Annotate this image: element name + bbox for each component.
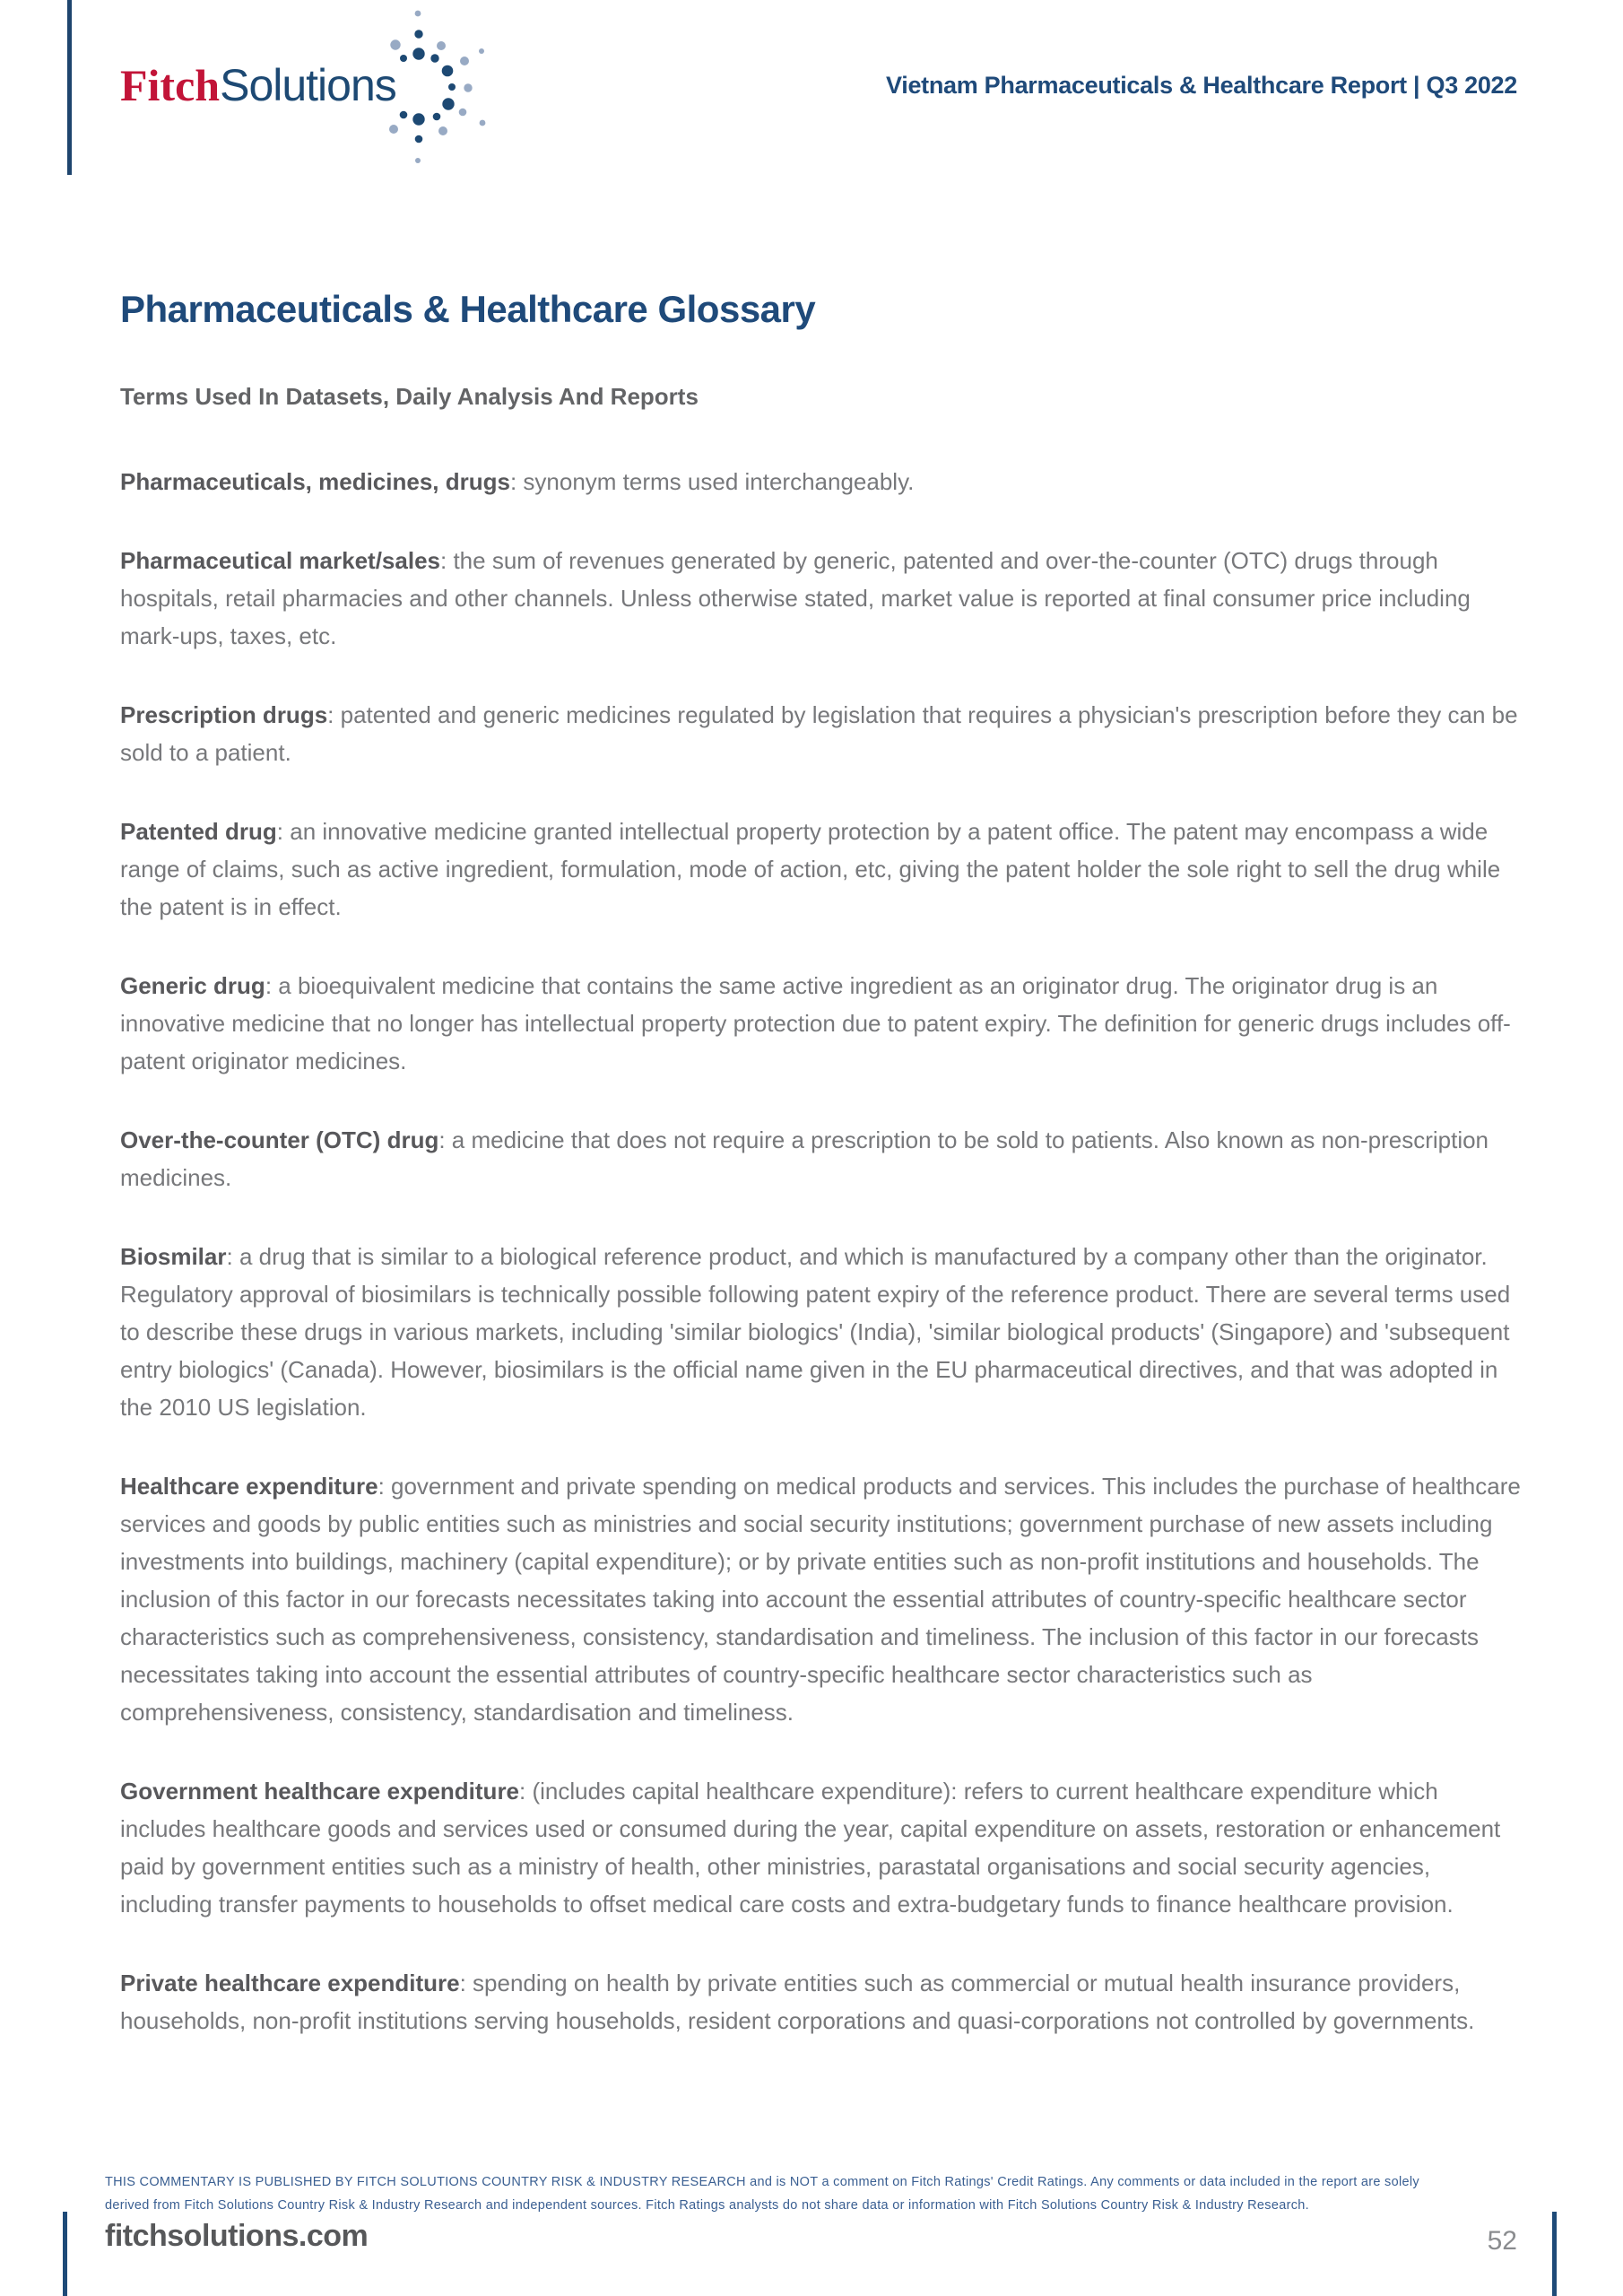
glossary-term: Prescription drugs	[120, 701, 328, 728]
footer-disclaimer	[105, 2170, 1611, 2217]
disclaimer-line-1: THIS COMMENTARY IS PUBLISHED BY FITCH SOLUTIONS COUNTRY RISK & INDUSTRY RESEARCH and is NOT a comment on Fitch Ratings' Credit Ratings. Any comments or data included in the report are solely	[105, 2175, 1419, 2189]
glossary-definition: : government and private spending on medical products and services. This includes the purchase of healthcare services and goods by public entities such as ministries and social security institutions; government purchase of new assets including investments into buildings, machinery (capital expenditure); or by private entities such as non-profit institutions and households. The inclusion of this factor in our forecasts necessitates taking into account the essential attributes of country-specific healthcare sector characteristics such as comprehensiveness, consistency, standardisation and timeliness. The inclusion of this factor in our forecasts necessitates taking into account the essential attributes of country-specific healthcare sector characteristics such as comprehensiveness, consistency, standardisation and timeliness.	[120, 1473, 1521, 1726]
glossary-entry	[120, 1772, 1524, 1923]
glossary-term: Private healthcare expenditure	[120, 1970, 460, 1996]
glossary-definition: : spending on health by private entities such as commercial or mutual health insurance providers, households, non-profit institutions serving households, resident corporations and quasi-corporations not controlled by governments.	[120, 1970, 1475, 2034]
footer-left-accent-bar	[63, 2212, 67, 2296]
glossary-term: Pharmaceutical market/sales	[120, 547, 440, 574]
glossary-entry	[120, 463, 1524, 500]
glossary-definition: : the sum of revenues generated by generic, patented and over-the-counter (OTC) drugs through hospitals, retail pharmacies and other channels. Unless otherwise stated, market value is reported at final consumer price including mark-ups, taxes, etc.	[120, 547, 1471, 649]
glossary-definition: : synonym terms used interchangeably.	[509, 468, 915, 495]
glossary-term: Generic drug	[120, 972, 265, 999]
glossary-term: Pharmaceuticals, medicines, drugs	[120, 468, 510, 495]
glossary-term: Over-the-counter (OTC) drug	[120, 1126, 439, 1153]
glossary-definition: : an innovative medicine granted intellectual property protection by a patent office. The patent may encompass a wide range of claims, such as active ingredient, formulation, mode of action, etc, giving the patent holder the sole right to sell the drug while the patent is in effect.	[120, 818, 1501, 920]
glossary-definition: : patented and generic medicines regulated by legislation that requires a physician's prescription before they can be sold to a patient.	[120, 701, 1518, 766]
glossary-section	[120, 285, 1524, 2081]
glossary-term: Patented drug	[120, 818, 277, 845]
glossary-entry	[120, 813, 1524, 926]
fitch-logo-dots-icon	[381, 4, 498, 175]
page-subtitle: Terms Used In Datasets, Daily Analysis And Reports	[120, 383, 699, 410]
footer-right-accent-bar	[1552, 2212, 1557, 2296]
page-number: 52	[1487, 2226, 1517, 2256]
fitch-solutions-logo	[120, 60, 396, 119]
logo-fitch-text: Fitch	[120, 60, 221, 110]
glossary-entry	[120, 696, 1524, 771]
glossary-entry	[120, 1964, 1524, 2039]
glossary-term: Healthcare expenditure	[120, 1473, 378, 1500]
report-title: Vietnam Pharmaceuticals & Healthcare Report | Q3 2022	[886, 72, 1517, 99]
glossary-term: Government healthcare expenditure	[120, 1778, 520, 1805]
glossary-entry	[120, 1467, 1524, 1731]
glossary-definition: : a drug that is similar to a biological reference product, and which is manufactured by a company other than the originator. Regulatory approval of biosimilars is technically possible following patent expiry of the reference product. There are several terms used to describe these drugs in various markets, including 'similar biologics' (India), 'similar biological products' (Singapore) and 'subsequent entry biologics' (Canada). However, biosimilars is the official name given in the EU pharmaceutical directives, and that was adopted in the 2010 US legislation.	[120, 1243, 1511, 1421]
glossary-definition: : a bioequivalent medicine that contains the same active ingredient as an originator drug. The originator drug is an innovative medicine that no longer has intellectual property protection due to patent expiry. The definition for generic drugs includes off-patent originator medicines.	[120, 972, 1511, 1074]
fitchsolutions-website-link[interactable]: fitchsolutions.com	[105, 2219, 369, 2253]
glossary-entry	[120, 1121, 1524, 1196]
glossary-entry	[120, 1238, 1524, 1426]
glossary-entry	[120, 542, 1524, 655]
page-title: Pharmaceuticals & Healthcare Glossary	[120, 288, 816, 330]
glossary-definition: : a medicine that does not require a prescription to be sold to patients. Also known as non-prescription medicines.	[120, 1126, 1489, 1191]
header-accent-bar	[67, 0, 72, 175]
glossary-term: Biosmilar	[120, 1243, 227, 1270]
glossary-entry	[120, 967, 1524, 1080]
disclaimer-line-2: derived from Fitch Solutions Country Risk & Industry Research and independent sources. Fitch Ratings analysts do not share data or information with Fitch Solutions Country Risk & Industry Research.	[105, 2198, 1309, 2213]
glossary-definition: : (includes capital healthcare expenditure): refers to current healthcare expenditure which includes healthcare goods and services used or consumed during the year, capital expenditure on assets, restoration or enhancement paid by government entities such as a ministry of health, other ministries, parastatal organisations and social security agencies, including transfer payments to households to offset medical care costs and extra-budgetary funds to finance healthcare provision.	[120, 1778, 1501, 1918]
logo-solutions-text: Solutions	[220, 60, 396, 110]
